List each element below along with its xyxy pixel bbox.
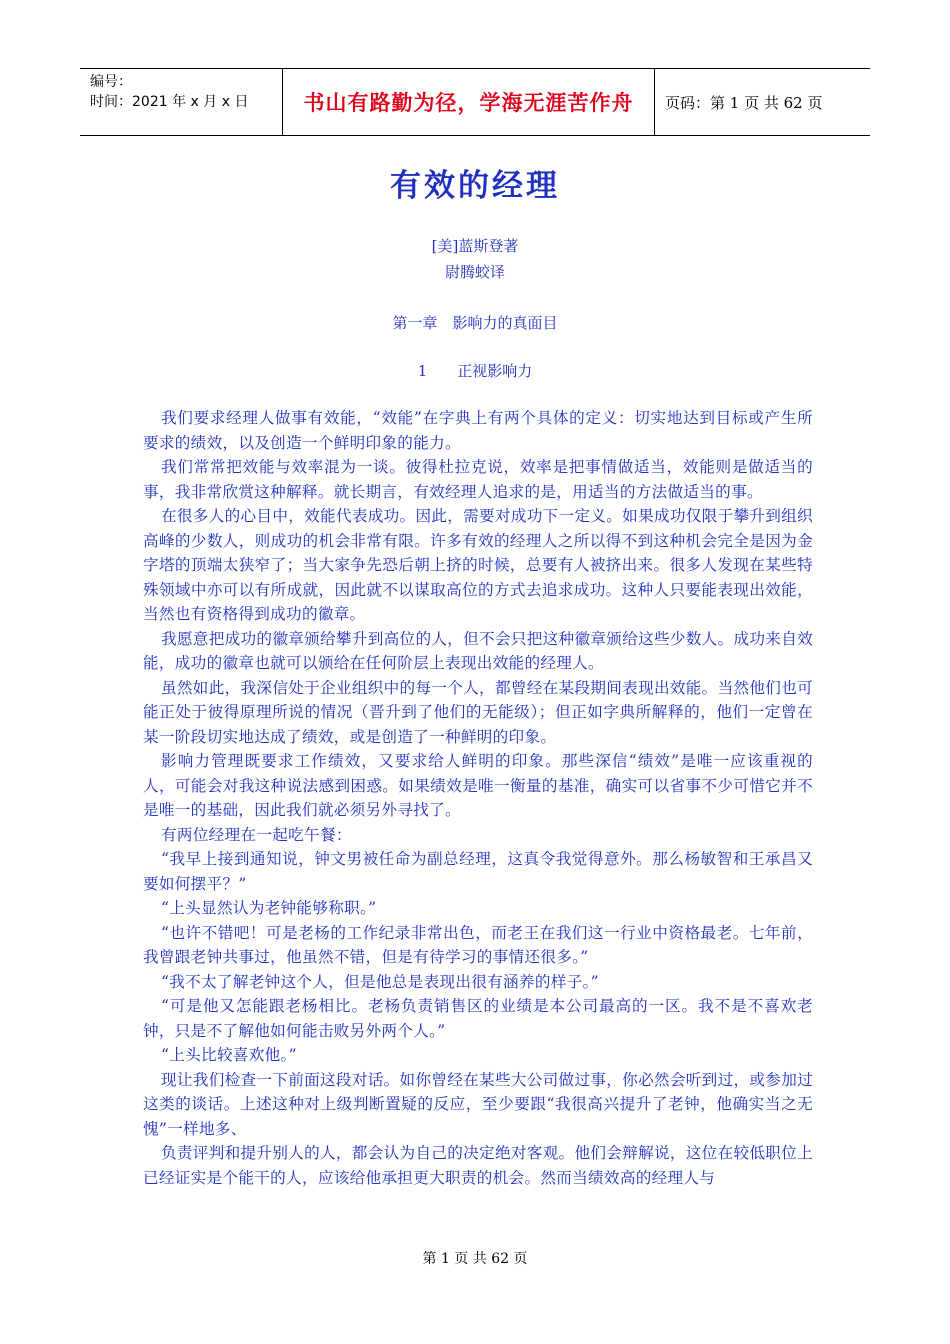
paragraph: 虽然如此，我深信处于企业组织中的每一个人，都曾经在某段期间表现出效能。当然他们也可能正处于彼得原理所说的情况（晋升到了他们的无能级）；但正如字典所解释的，他们一定曾在某一阶段切实地达成了绩效，或是创造了一种鲜明的印象。 [143,678,813,746]
chapter-heading: 第一章 影响力的真面目 [392,314,558,332]
paragraph: 现让我们检查一下前面这段对话。如你曾经在某些大公司做过事，你必然会听到过，或参加过这类的谈话。上述这种对上级判断置疑的反应，至少要跟“我很高兴提升了老钟，他确实当之无愧”一样地多、 [143,1070,813,1138]
header-motto [282,69,655,135]
page-info-text: 页码：第 1 页 共 62 页 [665,93,823,112]
motto-text: 书山有路勤为径，学海无涯苦作舟 [303,90,634,115]
paragraph: 我愿意把成功的徽章颁给攀升到高位的人，但不会只把这种徽章颁给这些少数人。成功来自效能，成功的徽章也就可以颁给在任何阶层上表现出效能的经理人。 [143,629,813,672]
translator-line: 尉腾蛟译 [444,263,505,281]
paragraph: “我早上接到通知说，钟文男被任命为副总经理，这真令我觉得意外。那么杨敏智和王承昌又要如何摆平？” [143,850,813,893]
paragraph: 我们要求经理人做事有效能，“效能”在字典上有两个具体的定义：切实地达到目标或产生所要求的绩效，以及创造一个鲜明印象的能力。 [143,409,813,452]
paragraph: 在很多人的心目中，效能代表成功。因此，需要对成功下一定义。如果成功仅限于攀升到组织高峰的少数人，则成功的机会非常有限。许多有效的经理人之所以得不到这种机会完全是因为金字塔的顶端太狭窄了；当大家争先恐后朝上挤的时候，总要有人被挤出来。很多人发现在某些特殊领域中亦可以有所成就，因此就不以谋取高位的方式去追求成功。这种人只要能表现出效能，当然也有资格得到成功的徽章。 [143,507,813,623]
paragraph: “可是他又怎能跟老杨相比。老杨负责销售区的业绩是本公司最高的一区。我不是不喜欢老钟，只是不了解他如何能击败另外两个人。” [143,997,813,1040]
doc-number-label: 编号： [90,74,132,90]
header-meta [80,69,282,135]
author-line: [美]蓝斯登著 [431,237,519,255]
doc-date-label: 时间：2021 年 x 月 x 日 [90,94,249,110]
page-footer: 第 1 页 共 62 页 [422,1251,528,1267]
document-title: 有效的经理 [390,168,560,204]
paragraph: 负责评判和提升别人的人，都会认为自己的决定绝对客观。他们会辩解说，这位在较低职位上已经证实是个能干的人，应该给他承担更大职责的机会。然而当绩效高的经理人与 [143,1144,813,1187]
paragraph: “上头显然认为老钟能够称职。” [161,899,377,917]
paragraph: “也许不错吧！可是老杨的工作纪录非常出色，而老王在我们这一行业中资格最老。七年前，我曾跟老钟共事过，他虽然不错，但是有待学习的事情还很多。” [143,923,813,966]
header-page-info [655,69,870,135]
paragraph: 我们常常把效能与效率混为一谈。彼得杜拉克说，效率是把事情做适当，效能则是做适当的事，我非常欣赏这种解释。就长期言，有效经理人追求的是，用适当的方法做适当的事。 [143,458,813,501]
body-text [143,406,813,1190]
paragraph: 有两位经理在一起吃午餐： [161,825,352,844]
page-header [80,68,870,136]
paragraph: 影响力管理既要求工作绩效，又要求给人鲜明的印象。那些深信“绩效”是唯一应该重视的人，可能会对我这种说法感到困惑。如果绩效是唯一衡量的基准，确实可以省事不少可惜它并不是唯一的基础，因此我们就必须另外寻找了。 [143,752,813,819]
paragraph: “我不太了解老钟这个人，但是他总是表现出很有涵养的样子。” [161,972,599,991]
section-heading: 1 正视影响力 [417,362,533,380]
paragraph: “上头比较喜欢他。” [161,1046,297,1064]
